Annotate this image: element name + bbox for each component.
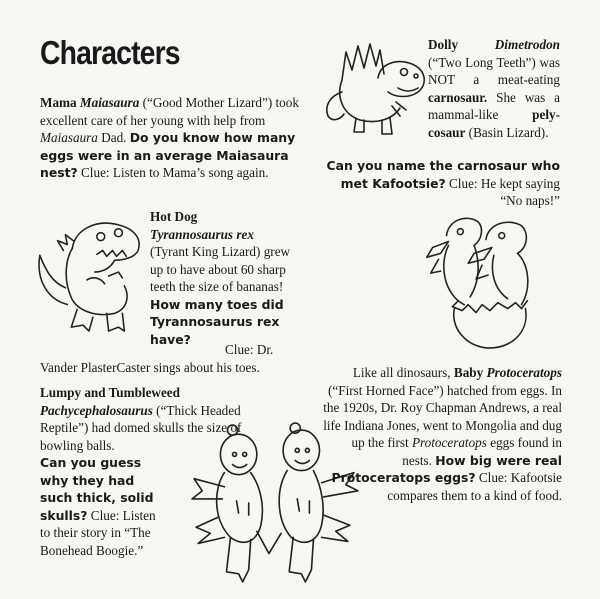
- name-meaning: (“Two Long Teeth”): [428, 54, 536, 70]
- dolly-dimetrodon-entry: [428, 36, 560, 141]
- question: Can you guess why they had such thick, solid skulls?: [40, 455, 154, 523]
- term-carnosaur: carnosaur.: [428, 89, 488, 105]
- clue: Clue: Kafootsie compares them to a kind of food.: [387, 470, 562, 503]
- name-meaning: (“Good Mother Lizard”): [142, 95, 273, 110]
- scientific-name-inline: Maiasaura: [40, 130, 98, 145]
- scientific-name: Maiasaura: [79, 95, 140, 110]
- scientific-name: Protoceratops: [486, 365, 562, 380]
- description: was NOT a meat-eating: [428, 54, 561, 87]
- scientific-name: Pachycephalosaurus: [40, 402, 153, 418]
- clue: Clue: Listen to their story in “The Bonehead Boogie.”: [40, 507, 156, 558]
- character-name: Dolly: [428, 37, 459, 52]
- name-meaning: (Tyrant King Lizard): [150, 244, 261, 259]
- name-meaning: (“Thick Headed Reptile”): [40, 402, 241, 435]
- description: had domed skulls the size of bowling balls.: [40, 420, 242, 453]
- description-start: Like all dinosaurs,: [352, 365, 451, 380]
- description-end: Dad.: [101, 130, 127, 145]
- dolly-dimetrodon-illustration: [322, 40, 432, 140]
- description: took excellent care of her young with help from: [40, 95, 299, 128]
- term-pelycosaur: pely-cosaur: [428, 107, 560, 140]
- character-name: Mama: [40, 95, 77, 110]
- hot-dog-trex-illustration: [28, 210, 146, 340]
- scientific-name-inline: Protoceratops: [411, 435, 487, 450]
- scientific-name: Tyrannosaurus rex: [150, 226, 254, 242]
- hot-dog-clue: [40, 341, 310, 376]
- page-title: Characters: [40, 34, 180, 71]
- baby-protoceratops-entry: [322, 364, 562, 504]
- mama-maiasaura-entry: [40, 94, 302, 182]
- question: How many toes did Tyrannosaurus rex have?: [150, 296, 284, 347]
- clue: Clue: He kept saying “No naps!”: [449, 175, 560, 208]
- question: How big were real Protoceratops eggs?: [331, 452, 562, 485]
- question: Can you name the carnosaur who met Kafootsie?: [326, 158, 560, 191]
- description-end: eggs found in nests.: [402, 435, 562, 468]
- clue: Clue: Listen to Mama’s song again.: [81, 165, 269, 180]
- scientific-name: Dimetrodon: [494, 37, 560, 52]
- character-name: Lumpy and Tumbleweed: [40, 385, 180, 400]
- description: hatched from eggs. In the 1920s, Dr. Roy Chapman Andrews, a real life Indiana Jones, went to Mongolia and dug up the first: [323, 382, 562, 450]
- name-meaning: (“First Horned Face”): [327, 382, 444, 398]
- question: Do you know how many eggs were in an average Maiasaura nest?: [40, 130, 296, 180]
- lumpy-question: [40, 454, 168, 559]
- description-cont: She was a mammal-like: [428, 89, 560, 122]
- clue: Clue: Dr. Vander PlasterCaster sings about his toes.: [40, 342, 274, 375]
- character-name: Baby: [453, 365, 484, 380]
- character-name: Hot Dog: [150, 209, 198, 224]
- description-end: (Basin Lizard).: [468, 124, 549, 140]
- hot-dog-entry: [150, 208, 306, 348]
- baby-protoceratops-illustration: [418, 206, 548, 354]
- dolly-question: [322, 157, 560, 210]
- description: grew up to have about 60 sharp teeth the size of bananas!: [150, 244, 291, 294]
